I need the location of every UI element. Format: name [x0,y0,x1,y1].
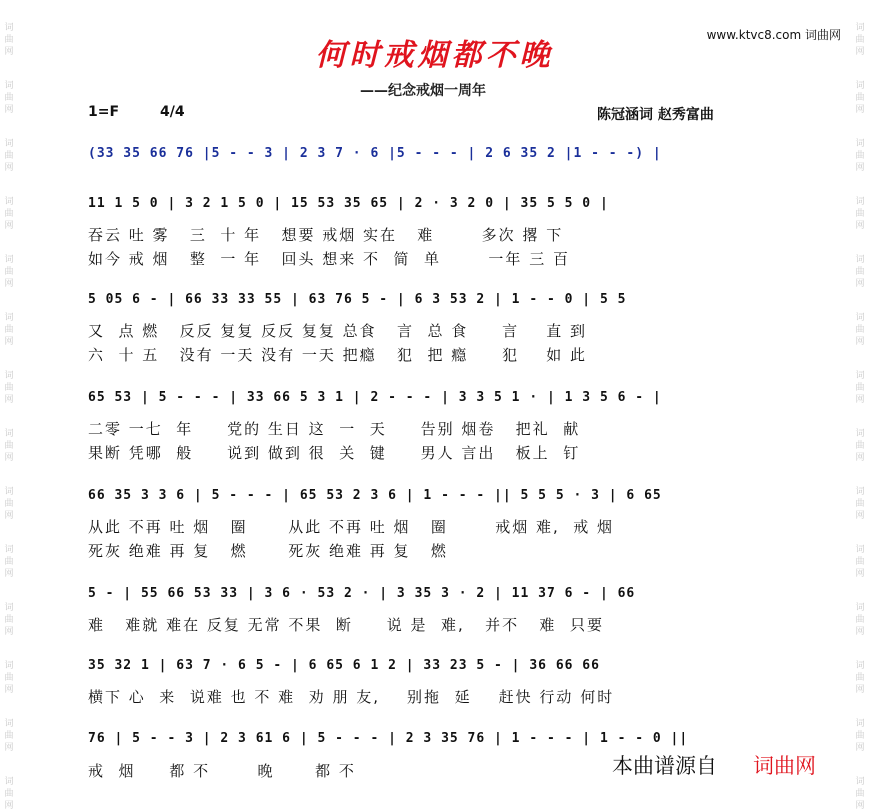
watermark-char: 曲 [4,383,14,393]
watermark-block [2,80,16,116]
credits: 陈冠涵词 赵秀富曲 [597,107,714,123]
watermark-block [853,486,867,522]
watermark-char: 曲 [855,35,865,45]
watermark-char: 网 [855,163,865,173]
footer-source: 本曲谱源自 [612,754,717,778]
watermark-char: 网 [855,221,865,231]
watermark-char: 网 [855,569,865,579]
watermark-char: 词 [4,661,14,671]
watermark-block [853,544,867,580]
watermark-char: 网 [855,279,865,289]
watermark-block [2,428,16,464]
lyric-line-7: 横下 心 来 说难 也 不 难 劝 朋 友, 别拖 延 赶快 行动 何时 [88,688,615,706]
watermark-char: 曲 [855,441,865,451]
watermark-char: 词 [855,429,865,439]
watermark-char: 曲 [855,383,865,393]
watermark-char: 网 [855,685,865,695]
watermark-char: 词 [4,777,14,787]
score-line-3: 5 05 6 - | 66 33 33 55 | 63 76 5 - | 6 3 53 2 | 1 - - 0 | 5 5 [88,292,627,307]
watermark-char: 曲 [4,615,14,625]
lyric-line-3a: 又 点 燃 反反 复复 反反 复复 总食 言 总 食 言 直 到 [88,322,587,340]
watermark-char: 曲 [4,93,14,103]
watermark-char: 词 [4,429,14,439]
watermark-block [853,254,867,290]
watermark-char: 词 [4,371,14,381]
watermark-char: 网 [4,279,14,289]
score-line-6: 5 - | 55 66 53 33 | 3 6 · 53 2 · | 3 35 3 · 2 | 11 37 6 - | 66 [88,586,636,601]
watermark-char: 曲 [855,731,865,741]
watermark-char: 曲 [855,325,865,335]
song-title: 何时戒烟都不晚 [315,38,554,73]
lyric-line-4b: 果断 凭哪 般 说到 做到 很 关 键 男人 言出 板上 钉 [88,444,581,462]
time-signature: 4/4 [160,104,185,120]
score-line-4: 65 53 | 5 - - - | 33 66 5 3 1 | 2 - - - | 3 3 5 1 · | 1 3 5 6 - | [88,390,662,405]
watermark-char: 网 [4,685,14,695]
watermark-right [853,0,867,811]
lyric-line-5b: 死灰 绝难 再 复 燃 死灰 绝难 再 复 燃 [88,542,448,560]
watermark-char: 词 [4,81,14,91]
watermark-char: 曲 [4,731,14,741]
watermark-char: 词 [4,139,14,149]
score-line-7: 35 32 1 | 63 7 · 6 5 - | 6 65 6 1 2 | 33 23 5 - | 36 66 66 [88,658,600,673]
watermark-char: 网 [855,511,865,521]
watermark-char: 词 [4,23,14,33]
watermark-block [2,544,16,580]
watermark-char: 曲 [4,267,14,277]
watermark-block [853,312,867,348]
watermark-char: 曲 [855,209,865,219]
watermark-char: 词 [4,313,14,323]
watermark-char: 词 [855,255,865,265]
lyric-line-6: 难 难就 难在 反复 无常 不果 断 说 是 难, 并不 难 只要 [88,616,604,634]
watermark-char: 词 [855,81,865,91]
watermark-char: 词 [855,139,865,149]
watermark-char: 词 [855,371,865,381]
watermark-char: 词 [855,197,865,207]
lyric-line-4a: 二零 一七 年 党的 生日 这 一 天 告别 烟卷 把礼 献 [88,420,581,438]
watermark-char: 曲 [4,209,14,219]
watermark-block [853,602,867,638]
site-header[interactable]: www.ktvc8.com 词曲网 [706,28,841,42]
lyric-line-2b: 如今 戒 烟 整 一 年 回头 想来 不 简 单 一年 三 百 [88,250,570,268]
watermark-char: 网 [855,743,865,753]
watermark-char: 曲 [4,151,14,161]
watermark-char: 曲 [4,499,14,509]
watermark-char: 词 [4,255,14,265]
watermark-char: 曲 [855,789,865,799]
watermark-block [853,428,867,464]
watermark-char: 曲 [855,151,865,161]
watermark-char: 词 [855,487,865,497]
watermark-block [853,138,867,174]
watermark-char: 网 [855,105,865,115]
watermark-block [2,312,16,348]
watermark-block [853,660,867,696]
watermark-char: 词 [4,545,14,555]
watermark-char: 词 [855,23,865,33]
watermark-char: 词 [4,197,14,207]
watermark-char: 曲 [4,673,14,683]
score-line-5: 66 35 3 3 6 | 5 - - - | 65 53 2 3 6 | 1 - - - || 5 5 5 · 3 | 6 65 [88,488,662,503]
watermark-block [2,196,16,232]
watermark-char: 曲 [4,557,14,567]
watermark-char: 网 [4,743,14,753]
watermark-block [2,254,16,290]
watermark-char: 网 [4,163,14,173]
watermark-char: 网 [4,569,14,579]
watermark-char: 网 [4,395,14,405]
lyric-line-2a: 吞云 吐 雾 三 十 年 想要 戒烟 实在 难 多次 撂 下 [88,226,564,244]
watermark-char: 网 [855,627,865,637]
watermark-block [853,718,867,754]
watermark-char: 曲 [855,93,865,103]
watermark-char: 网 [855,47,865,57]
lyric-line-5a: 从此 不再 吐 烟 圈 从此 不再 吐 烟 圈 戒烟 难, 戒 烟 [88,518,615,536]
song-subtitle: ——纪念戒烟一周年 [360,83,486,99]
watermark-char: 曲 [4,325,14,335]
watermark-char: 词 [855,603,865,613]
watermark-char: 词 [855,719,865,729]
watermark-char: 词 [4,603,14,613]
watermark-char: 曲 [855,267,865,277]
watermark-char: 网 [4,453,14,463]
watermark-char: 网 [4,801,14,811]
key-signature: 1=F [88,104,120,120]
watermark-char: 网 [4,337,14,347]
watermark-block [853,80,867,116]
watermark-char: 网 [855,453,865,463]
watermark-char: 曲 [855,615,865,625]
watermark-block [2,370,16,406]
watermark-char: 词 [4,719,14,729]
score-line-2: 11 1 5 0 | 3 2 1 5 0 | 15 53 35 65 | 2 · 3 2 0 | 35 5 5 0 | [88,196,609,211]
watermark-char: 网 [855,395,865,405]
score-line-8: 76 | 5 - - 3 | 2 3 61 6 | 5 - - - | 2 3 35 76 | 1 - - - | 1 - - 0 || [88,731,689,746]
watermark-char: 词 [4,487,14,497]
watermark-block [853,370,867,406]
watermark-block [2,486,16,522]
watermark-char: 网 [4,47,14,57]
watermark-block [2,138,16,174]
score-line-1: (33 35 66 76 |5 - - 3 | 2 3 7 · 6 |5 - - - | 2 6 35 2 |1 - - -) | [88,146,662,161]
watermark-block [2,660,16,696]
watermark-char: 网 [855,337,865,347]
watermark-char: 词 [855,313,865,323]
watermark-char: 曲 [4,441,14,451]
watermark-char: 词 [855,545,865,555]
watermark-char: 曲 [855,673,865,683]
watermark-left [2,0,16,811]
watermark-char: 曲 [4,789,14,799]
watermark-char: 网 [4,511,14,521]
watermark-char: 词 [855,661,865,671]
watermark-char: 曲 [4,35,14,45]
watermark-char: 网 [4,105,14,115]
watermark-char: 词 [855,777,865,787]
watermark-block [2,718,16,754]
watermark-block [853,196,867,232]
lyric-line-3b: 六 十 五 没有 一天 没有 一天 把瘾 犯 把 瘾 犯 如 此 [88,346,587,364]
watermark-char: 曲 [855,499,865,509]
watermark-block [2,602,16,638]
lyric-line-8: 戒 烟 都 不 晚 都 不 [88,762,356,780]
watermark-char: 网 [4,221,14,231]
watermark-char: 网 [855,801,865,811]
watermark-char: 网 [4,627,14,637]
footer-site-logo[interactable]: 词曲网 [753,754,816,778]
watermark-char: 曲 [855,557,865,567]
